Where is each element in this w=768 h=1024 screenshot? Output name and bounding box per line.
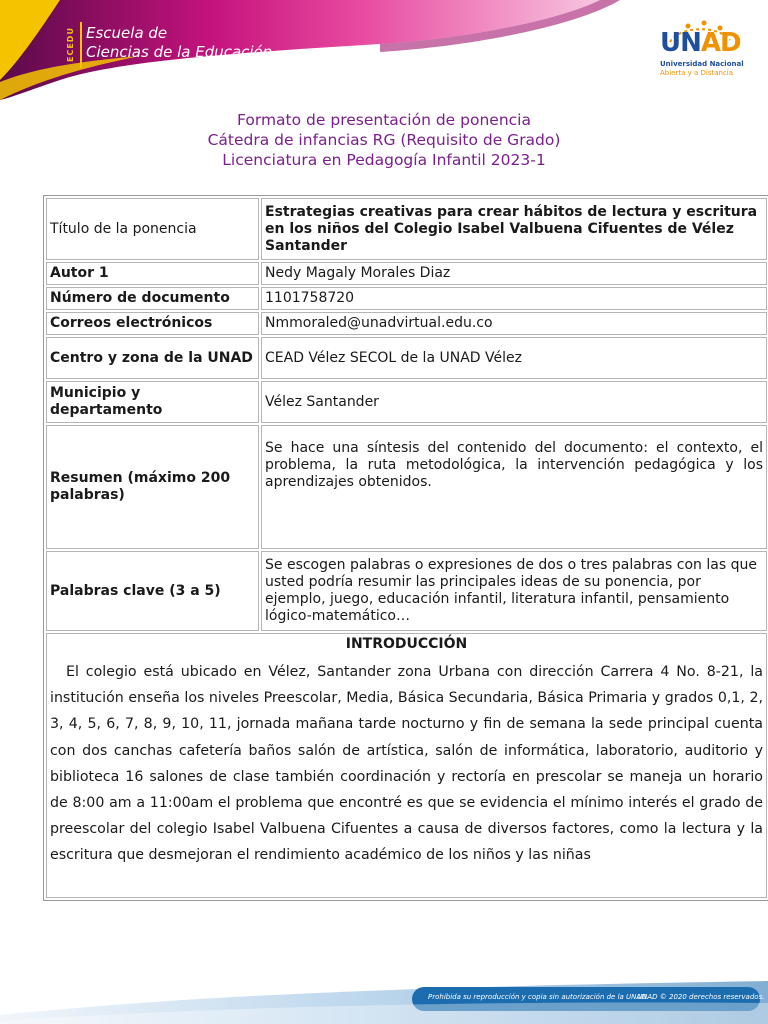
row-introduccion bbox=[46, 633, 767, 898]
correos-label: Correos electrónicos bbox=[46, 312, 259, 335]
title-line3: Licenciatura en Pedagogía Infantil 2023-1 bbox=[222, 151, 546, 169]
school-name bbox=[86, 24, 272, 62]
title-line1: Formato de presentación de ponencia bbox=[237, 111, 531, 129]
header-divider bbox=[80, 22, 82, 68]
centro-value: CEAD Vélez SECOL de la UNAD Vélez bbox=[261, 337, 767, 379]
form-table bbox=[43, 195, 768, 901]
resumen-label: Resumen (máximo 200 palabras) bbox=[46, 425, 259, 549]
row-correos bbox=[46, 312, 767, 335]
unad-wordmark-un: UN bbox=[660, 28, 701, 58]
ecedu-tag: ECEDU bbox=[66, 27, 75, 63]
introduccion-heading: INTRODUCCIÓN bbox=[345, 636, 468, 652]
row-documento bbox=[46, 287, 767, 310]
school-name-line1: Escuela de bbox=[86, 24, 168, 42]
row-autor bbox=[46, 262, 767, 285]
footer-note: Prohibida su reproducción y copia sin autorización de la UNAD. bbox=[428, 993, 649, 1001]
introduccion-body: El colegio está ubicado en Vélez, Santander zona Urbana con dirección Carrera 4 No. 8-21, la institución enseña los niveles Preescolar, Media, Básica Secundaria, Básica Primaria y grados 0,1, 2, 3, 4, 5, 6, 7, 8, 9, 10, 11, jornada mañana tarde nocturno y fin de semana la sede principal cuenta con dos canchas cafetería baños salón de artística, salón de informática, laboratorio, auditorio y biblioteca 16 salones de clase también coordinación y rectoría en prescolar se maneja un horario de 8:00 am a 11:00am el problema que encontré es que se evidencia el mínimo interés el grado de preescolar del colegio Isabel Valbuena Cifuentes a causa de diversos factores, como la lectura y la escritura que desmejoran el rendimiento académico de los niños y las niñas bbox=[50, 664, 763, 864]
school-name-line2: Ciencias de la Educación bbox=[86, 43, 273, 61]
palabras-label: Palabras clave (3 a 5) bbox=[46, 551, 259, 631]
row-titulo bbox=[46, 198, 767, 260]
title-line2: Cátedra de infancias RG (Requisito de Grado) bbox=[207, 131, 561, 149]
row-palabras bbox=[46, 551, 767, 631]
titulo-label: Título de la ponencia bbox=[46, 198, 259, 260]
documento-value: 1101758720 bbox=[261, 287, 767, 310]
unad-wordmark bbox=[660, 28, 741, 58]
autor-value: Nedy Magaly Morales Diaz bbox=[261, 262, 767, 285]
row-resumen bbox=[46, 425, 767, 549]
unad-wordmark-ad: AD bbox=[700, 28, 741, 58]
row-centro bbox=[46, 337, 767, 379]
municipio-value: Vélez Santander bbox=[261, 381, 767, 423]
unad-name-line2: Abierta y a Distancia bbox=[660, 69, 734, 77]
introduccion-cell bbox=[46, 633, 767, 898]
presentation-form bbox=[43, 195, 768, 901]
correos-value: Nmmoraled@unadvirtual.edu.co bbox=[261, 312, 767, 335]
autor-label: Autor 1 bbox=[46, 262, 259, 285]
palabras-value: Se escogen palabras o expresiones de dos o tres palabras con las que usted podría resumir las principales ideas de su ponencia, por ejemplo, juego, educación infantil, literatura infantil, pensamiento lógico-matemático… bbox=[261, 551, 767, 631]
municipio-label: Municipio y departamento bbox=[46, 381, 259, 423]
row-municipio bbox=[46, 381, 767, 423]
documento-label: Número de documento bbox=[46, 287, 259, 310]
footer-copyright: UNAD © 2020 derechos reservados. bbox=[637, 993, 765, 1001]
resumen-value: Se hace una síntesis del contenido del documento: el contexto, el problema, la ruta metodológica, la intervención pedagógica y los aprendizajes obtenidos. bbox=[261, 425, 767, 549]
centro-label: Centro y zona de la UNAD bbox=[46, 337, 259, 379]
unad-name-line1: Universidad Nacional bbox=[660, 60, 744, 68]
document-titles bbox=[0, 110, 768, 170]
titulo-value: Estrategias creativas para crear hábitos de lectura y escritura en los niños del Colegio Isabel Valbuena Cifuentes de Vélez Santander bbox=[261, 198, 767, 260]
